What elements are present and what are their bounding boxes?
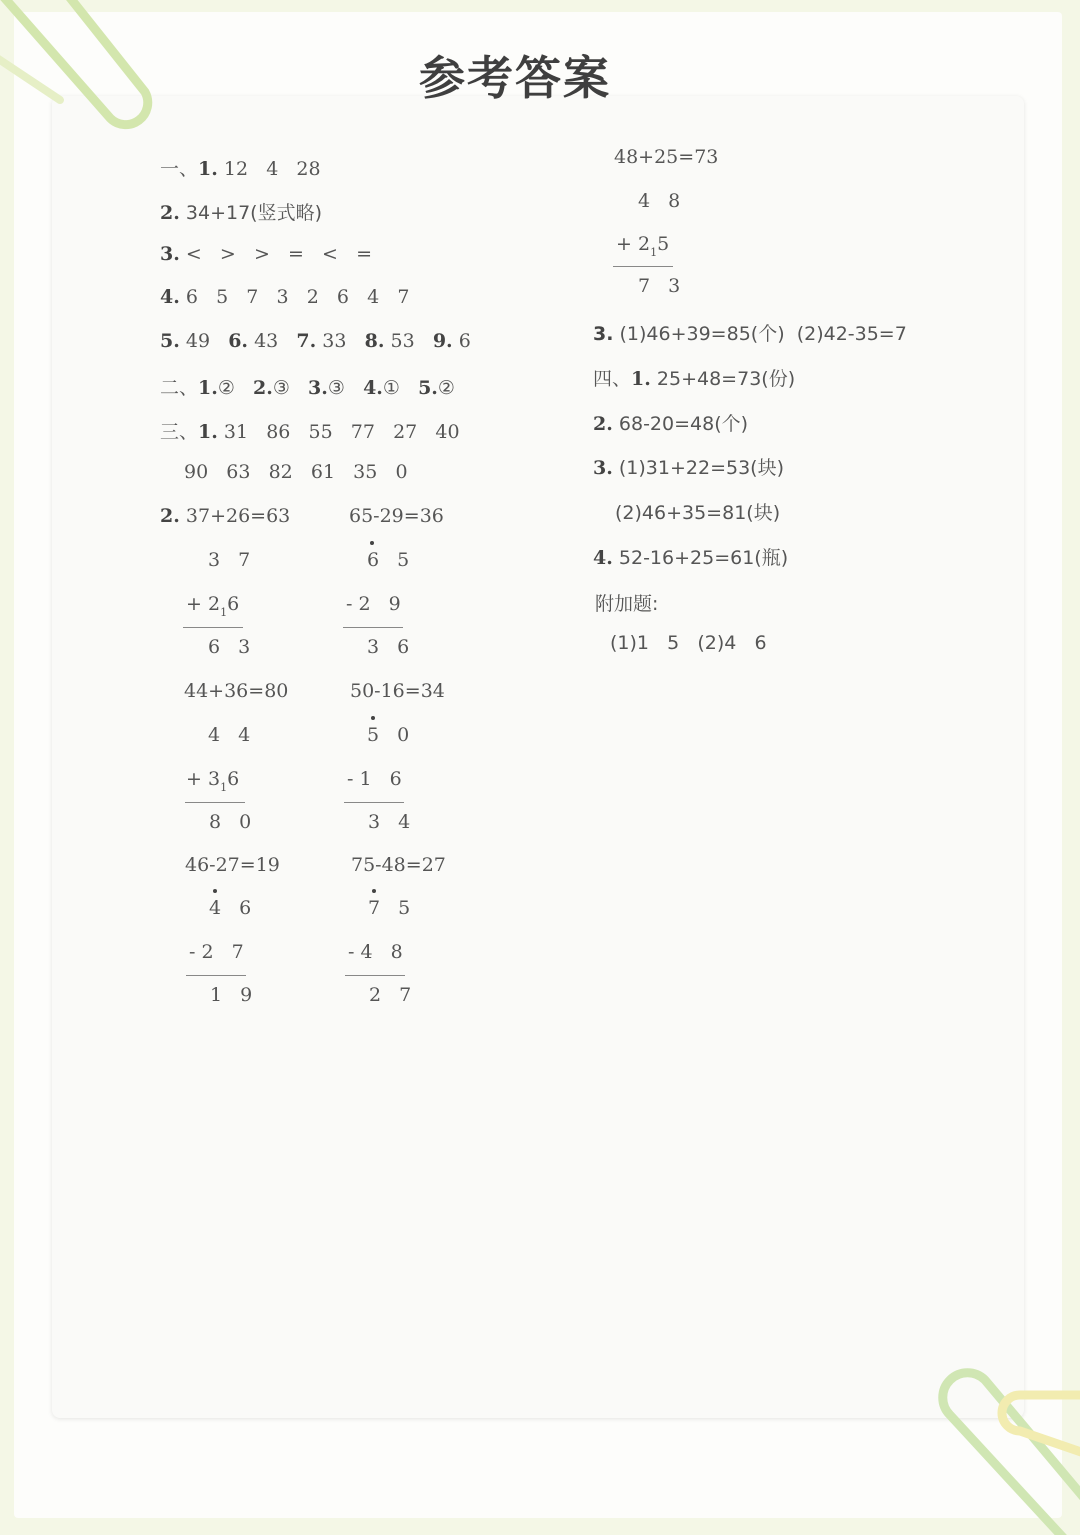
section-4-label: 四、 xyxy=(593,368,632,390)
vcalc-4-result: 3 4 xyxy=(368,811,417,833)
section-4-line-4: 4. 52-16+25=61(瓶) xyxy=(593,547,789,569)
vcalc-4-top: 5 0 xyxy=(367,724,416,746)
borrow-dot xyxy=(213,889,217,893)
section-4-line-3-cont: (2)46+35=81(块) xyxy=(615,502,781,524)
vcalc-5-top: 4 6 xyxy=(209,897,258,919)
vcalc-1-mid: + $2_16$ xyxy=(186,593,240,619)
vcalc-7-result: 7 3 xyxy=(638,275,687,297)
vcalc-1-result: 6 3 xyxy=(208,636,257,658)
bonus-answer: (1)1 5 (2)4 6 xyxy=(610,632,767,654)
equation-44-36: 44+36=80 xyxy=(184,680,289,702)
borrow-dot xyxy=(370,541,374,545)
vcalc-3-rule xyxy=(185,802,245,803)
section-3-line-2: 2. 37+26=63 xyxy=(160,505,291,527)
equation-46-27: 46-27=19 xyxy=(185,854,280,876)
section-3-line-1: 三、1. 31 86 55 77 27 40 xyxy=(160,421,460,443)
vcalc-3-mid: + $3_16$ xyxy=(186,768,240,794)
equation-75-48: 75-48=27 xyxy=(351,854,446,876)
borrow-dot xyxy=(371,716,375,720)
bonus-label: 附加题: xyxy=(595,593,659,615)
section-3-line-1-cont: 90 63 82 61 35 0 xyxy=(184,461,408,483)
vcalc-7-mid: + $2_15$ xyxy=(616,233,670,259)
vcalc-5-result: 1 9 xyxy=(210,984,259,1006)
section-1-line-2: 2. 34+17(竖式略) xyxy=(160,202,322,224)
section-4-line-2: 2. 68-20=48(个) xyxy=(593,413,749,435)
vcalc-2-top: 6 5 xyxy=(367,549,416,571)
vcalc-6-mid: - 4 8 xyxy=(348,941,409,963)
section-1-line-4: 4. 6 5 7 3 2 6 4 7 xyxy=(160,286,410,308)
section-4-line-3: 3. (1)31+22=53(块) xyxy=(593,457,784,479)
paper-clip-bottom-right xyxy=(930,1355,1080,1535)
equation-48-25: 48+25=73 xyxy=(614,146,719,168)
vcalc-6-top: 7 5 xyxy=(368,897,417,919)
vcalc-6-result: 2 7 xyxy=(369,984,418,1006)
vcalc-6-rule xyxy=(345,975,405,976)
section-4-line-1: 四、1. 25+48=73(份) xyxy=(593,368,796,390)
vcalc-2-result: 3 6 xyxy=(367,636,416,658)
vcalc-4-rule xyxy=(344,802,404,803)
section-2-label: 二、 xyxy=(160,377,199,399)
equation-50-16: 50-16=34 xyxy=(350,680,445,702)
vcalc-3-top: 4 4 xyxy=(208,724,257,746)
vcalc-3-result: 8 0 xyxy=(209,811,258,833)
section-3-line-3: 3. (1)46+39=85(个) (2)42-35=7 xyxy=(593,323,907,345)
section-2-line: 二、1.② 2.③ 3.③ 4.① 5.② xyxy=(160,377,455,399)
section-1-line-1: 一、1. 12 4 28 xyxy=(160,158,321,180)
vcalc-1-rule xyxy=(183,627,243,628)
vcalc-2-rule xyxy=(343,627,403,628)
section-1-label: 一、 xyxy=(160,158,199,180)
borrow-dot xyxy=(372,889,376,893)
vcalc-7-top: 4 8 xyxy=(638,190,687,212)
section-3-label: 三、 xyxy=(160,421,199,443)
section-1-line-5: 5. 49 6. 43 7. 33 8. 53 9. 6 xyxy=(160,330,471,352)
vcalc-2-mid: - 2 9 xyxy=(346,593,407,615)
page-title: 参考答案 xyxy=(419,51,611,105)
section-1-line-3: 3. < > > = < = xyxy=(160,243,373,265)
vcalc-4-mid: - 1 6 xyxy=(347,768,408,790)
vcalc-7-rule xyxy=(613,266,673,267)
equation-65-29: 65-29=36 xyxy=(349,505,444,527)
vcalc-5-rule xyxy=(186,975,246,976)
vcalc-1-top: 3 7 xyxy=(208,549,257,571)
vcalc-5-mid: - 2 7 xyxy=(189,941,250,963)
